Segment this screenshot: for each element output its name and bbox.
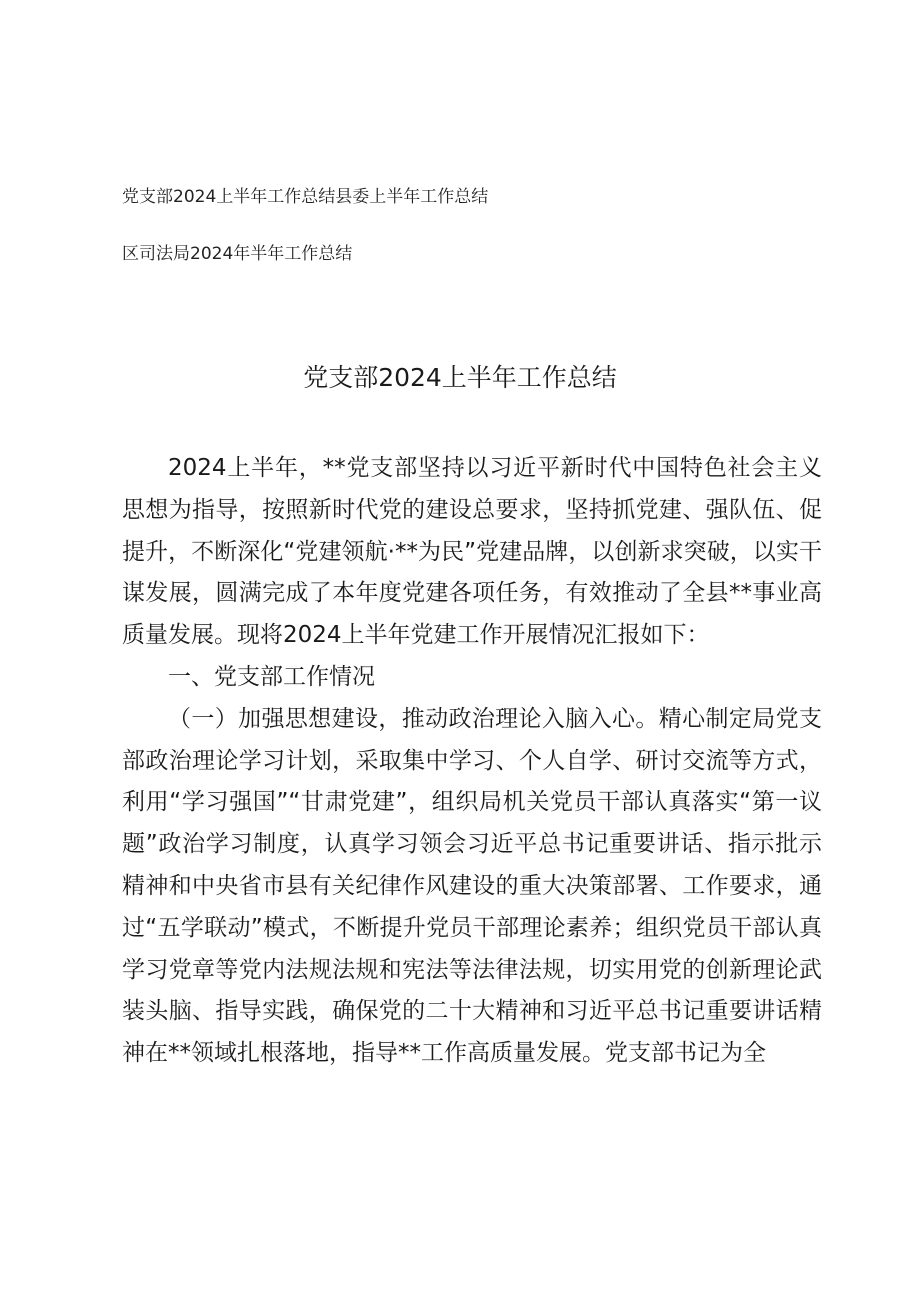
section-paragraph: （一）加强思想建设，推动政治理论入脑入心。精心制定局党支部政治理论学习计划，采取集中学习、个人自学、研讨交流等方式，利用“学习强国”“甘肃党建”，组织局机关党员干部认真落实“第一议题”政治学习制度，认真学习领会习近平总书记重要讲话、指示批示精神和中央省市县有关纪律作风建设的重大决策部署、工作要求，通过“五学联动”模式，不断提升党员干部理论素养；组织党员干部认真学习党章等党内法规法规和宪法等法律法规，切实用党的创新理论武装头脑、指导实践，确保党的二十大精神和习近平总书记重要讲话精神在**领域扎根落地，指导**工作高质量发展。党支部书记为全 [122,705,822,1067]
toc-entry-2: 区司法局2024年半年工作总结 [122,244,353,264]
intro-paragraph: 2024上半年，**党支部坚持以习近平新时代中国特色社会主义思想为指导，按照新时代党的建设总要求，坚持抓党建、强队伍、促提升，不断深化“党建领航·**为民”党建品牌，以创新求突破，以实干谋发展，圆满完成了本年度党建各项任务，有效推动了全县**事业高质量发展。现将2024上半年党建工作开展情况汇报如下： [122,455,822,649]
document-title: 党支部2024上半年工作总结 [303,363,617,392]
toc-entry-1: 党支部2024上半年工作总结县委上半年工作总结 [122,187,489,207]
document-body [122,448,822,1075]
section-heading: 一、党支部工作情况 [168,663,375,690]
